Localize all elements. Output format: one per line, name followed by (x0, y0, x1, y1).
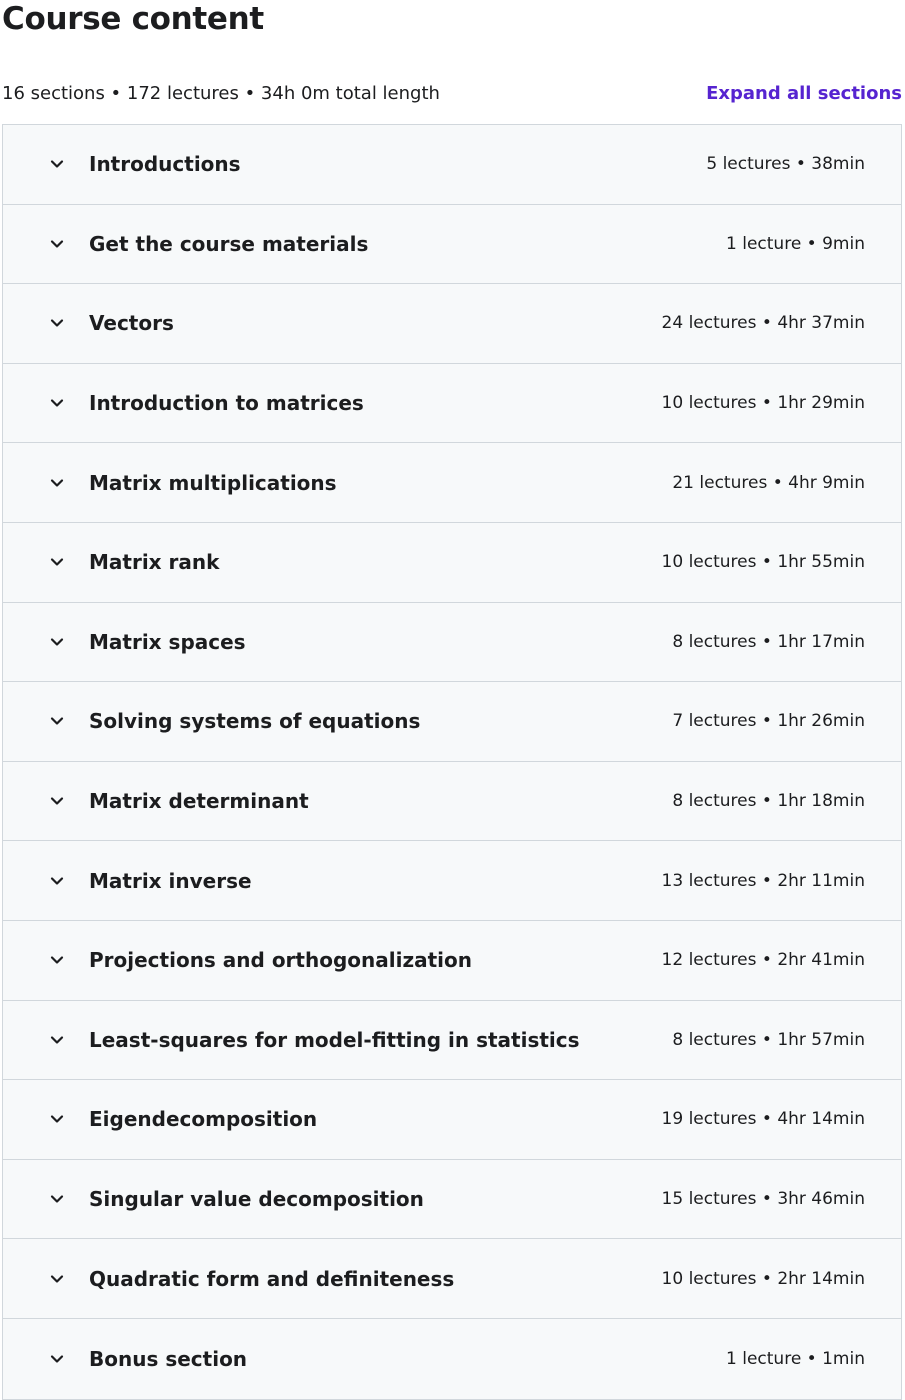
expand-all-sections-button[interactable]: Expand all sections (706, 83, 902, 104)
course-summary-row (2, 82, 902, 106)
section-meta: 19 lectures • 4hr 14min (661, 1109, 865, 1130)
section-row-14[interactable] (3, 1160, 901, 1240)
section-row-8[interactable] (3, 682, 901, 762)
section-row-1[interactable] (3, 125, 901, 205)
section-title: Matrix inverse (89, 868, 252, 893)
chevron-down-icon (47, 871, 67, 891)
section-row-4[interactable] (3, 364, 901, 444)
section-title: Least-squares for model-fitting in statistics (89, 1027, 580, 1052)
chevron-down-icon (47, 552, 67, 572)
section-meta: 24 lectures • 4hr 37min (661, 313, 865, 334)
chevron-down-icon (47, 234, 67, 254)
section-row-15[interactable] (3, 1239, 901, 1319)
section-meta: 1 lecture • 9min (726, 233, 865, 254)
chevron-down-icon (47, 791, 67, 811)
section-row-13[interactable] (3, 1080, 901, 1160)
section-row-12[interactable] (3, 1001, 901, 1081)
section-meta: 7 lectures • 1hr 26min (672, 711, 865, 732)
section-row-9[interactable] (3, 762, 901, 842)
section-row-3[interactable] (3, 284, 901, 364)
section-title: Projections and orthogonalization (89, 948, 472, 973)
chevron-down-icon (47, 632, 67, 652)
section-title: Singular value decomposition (89, 1187, 424, 1212)
section-row-6[interactable] (3, 523, 901, 603)
section-meta: 10 lectures • 1hr 55min (661, 552, 865, 573)
chevron-down-icon (47, 711, 67, 731)
section-list (2, 124, 902, 1400)
section-meta: 15 lectures • 3hr 46min (661, 1189, 865, 1210)
section-title: Introduction to matrices (89, 391, 364, 416)
section-title: Solving systems of equations (89, 709, 421, 734)
section-title: Matrix multiplications (89, 470, 337, 495)
section-meta: 8 lectures • 1hr 57min (672, 1029, 865, 1050)
section-meta: 8 lectures • 1hr 18min (672, 791, 865, 812)
section-row-10[interactable] (3, 841, 901, 921)
section-row-5[interactable] (3, 443, 901, 523)
section-title: Matrix rank (89, 550, 220, 575)
section-title: Introductions (89, 152, 241, 177)
section-meta: 13 lectures • 2hr 11min (661, 870, 865, 891)
section-row-16[interactable] (3, 1319, 901, 1399)
section-meta: 21 lectures • 4hr 9min (672, 472, 865, 493)
section-row-7[interactable] (3, 603, 901, 683)
section-row-11[interactable] (3, 921, 901, 1001)
section-meta: 1 lecture • 1min (726, 1348, 865, 1369)
chevron-down-icon (47, 393, 67, 413)
chevron-down-icon (47, 950, 67, 970)
course-summary: 16 sections • 172 lectures • 34h 0m total length (2, 83, 440, 104)
section-title: Bonus section (89, 1346, 248, 1371)
chevron-down-icon (47, 1109, 67, 1129)
section-title: Get the course materials (89, 231, 369, 256)
section-meta: 12 lectures • 2hr 41min (661, 950, 865, 971)
section-meta: 10 lectures • 1hr 29min (661, 393, 865, 414)
page-title: Course content (2, 1, 264, 37)
section-row-2[interactable] (3, 205, 901, 285)
section-title: Quadratic form and definiteness (89, 1266, 455, 1291)
section-title: Vectors (89, 311, 174, 336)
chevron-down-icon (47, 154, 67, 174)
section-meta: 10 lectures • 2hr 14min (661, 1268, 865, 1289)
chevron-down-icon (47, 473, 67, 493)
section-title: Matrix determinant (89, 789, 309, 814)
chevron-down-icon (47, 1269, 67, 1289)
chevron-down-icon (47, 1189, 67, 1209)
chevron-down-icon (47, 1030, 67, 1050)
section-meta: 8 lectures • 1hr 17min (672, 631, 865, 652)
section-meta: 5 lectures • 38min (706, 154, 865, 175)
section-title: Matrix spaces (89, 629, 246, 654)
chevron-down-icon (47, 313, 67, 333)
section-title: Eigendecomposition (89, 1107, 318, 1132)
chevron-down-icon (47, 1349, 67, 1369)
